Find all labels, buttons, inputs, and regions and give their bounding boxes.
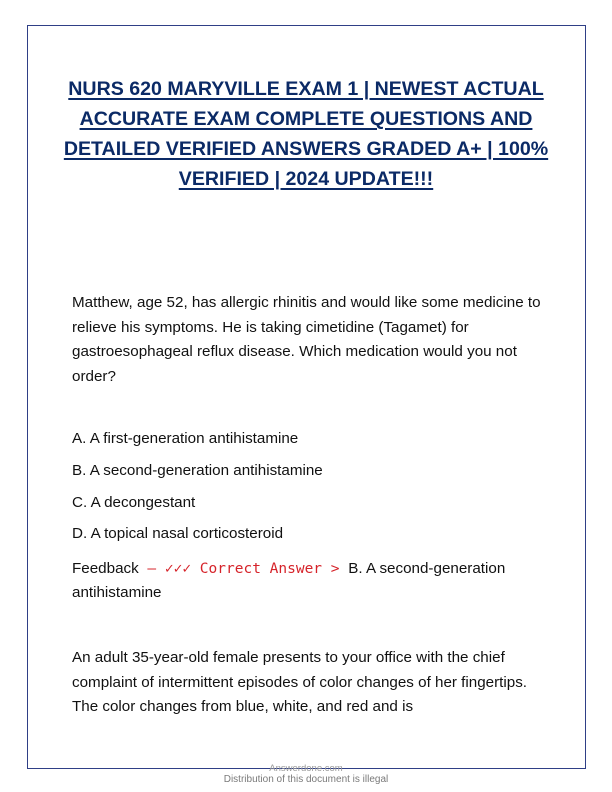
- document-title: NURS 620 MARYVILLE EXAM 1 | NEWEST ACTUAL ACCURATE EXAM COMPLETE QUESTIONS AND DETAILED VERIFIED ANSWERS GRADED A+ | 100% VERIFIED | 2024 UPDATE!!!: [63, 78, 549, 190]
- feedback-label: Feedback: [72, 560, 139, 577]
- footer-notice: Distribution of this document is illegal: [223, 774, 389, 785]
- correct-answer-marker: – ✓✓✓ Correct Answer >: [138, 561, 349, 577]
- question-1-text: Matthew, age 52, has allergic rhinitis and would like some medicine to relieve his symptoms. He is taking cimetidine (Tagamet) for gastroesophageal reflux disease. Which medication would you not order?: [72, 294, 541, 385]
- footer-site: Answerdone.com: [269, 763, 343, 774]
- question-2-text: An adult 35-year-old female presents to your office with the chief complaint of intermittent episodes of color changes of her fingertips. The color changes from blue, white, and red and is: [72, 649, 528, 715]
- watermark-footer: [0, 763, 612, 785]
- correct-answer-text: B. A second-generation antihistamine: [72, 560, 506, 601]
- feedback-line: [72, 557, 550, 605]
- option-c: C. A decongestant: [72, 494, 196, 511]
- option-d: D. A topical nasal corticosteroid: [72, 525, 284, 542]
- option-a: A. A first-generation antihistamine: [72, 430, 299, 447]
- option-b: B. A second-generation antihistamine: [72, 462, 323, 479]
